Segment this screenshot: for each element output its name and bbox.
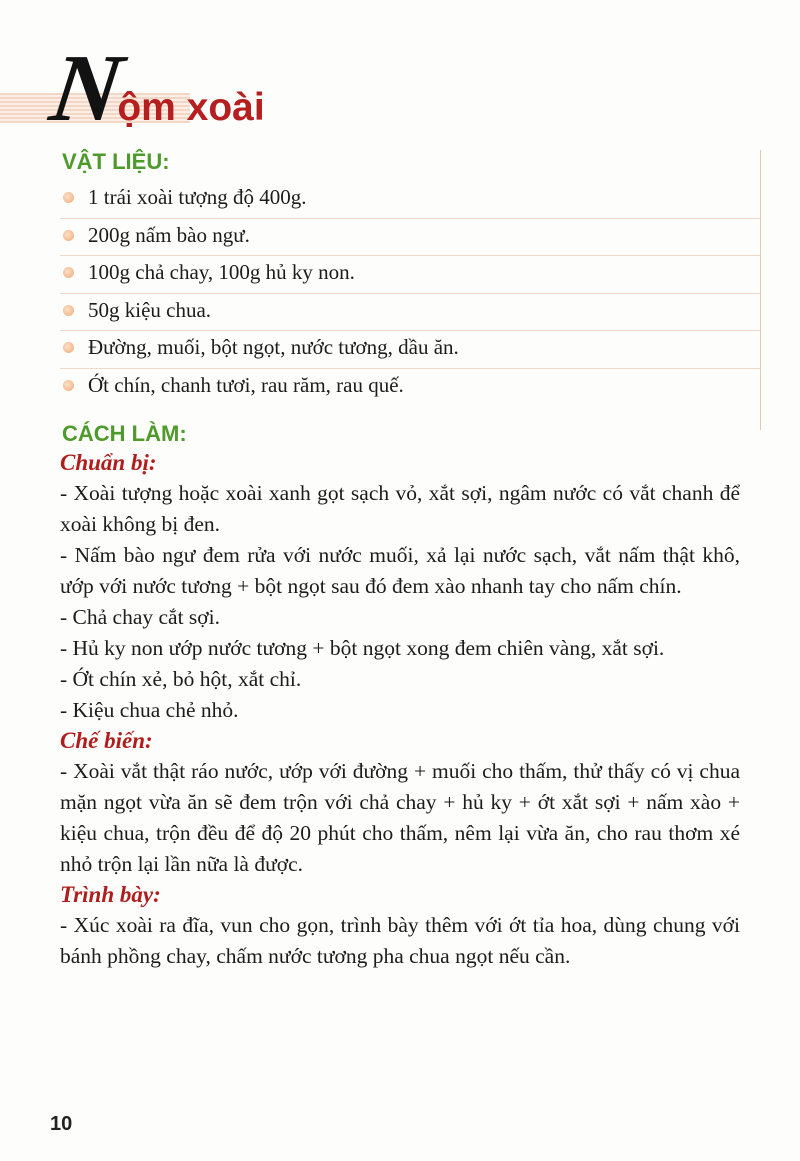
ingredient-text: 1 trái xoài tượng độ 400g. xyxy=(88,185,307,209)
ingredient-text: 100g chả chay, 100g hủ ky non. xyxy=(88,260,355,284)
ingredient-list xyxy=(0,181,760,405)
list-item xyxy=(60,331,760,369)
subhead-processing: Chế biến: xyxy=(60,728,153,753)
materials-heading: VẬT LIỆU: xyxy=(62,149,170,174)
bullet-icon xyxy=(63,380,74,391)
step-paragraph: - Hủ ky non ướp nước tương + bột ngọt xong đem chiên vàng, xắt sợi. xyxy=(60,636,665,660)
step-paragraph: - Chả chay cắt sợi. xyxy=(60,605,221,629)
bullet-icon xyxy=(63,305,74,316)
subhead-presentation: Trình bày: xyxy=(60,882,161,907)
bullet-icon xyxy=(63,267,74,278)
list-item xyxy=(60,369,760,406)
bullet-icon xyxy=(63,230,74,241)
method-content xyxy=(60,448,740,972)
ingredients-divider xyxy=(760,150,761,430)
ingredient-text: Ớt chín, chanh tươi, rau răm, rau quế. xyxy=(88,372,404,397)
bullet-icon xyxy=(63,192,74,203)
step-paragraph: - Kiệu chua chẻ nhỏ. xyxy=(60,698,239,722)
bullet-icon xyxy=(63,342,74,353)
title-rest: ộm xoài xyxy=(117,86,265,129)
title-initial: N xyxy=(44,34,129,141)
list-item xyxy=(60,294,760,332)
step-paragraph: - Xoài tượng hoặc xoài xanh gọt sạch vỏ, xắt sợi, ngâm nước có vắt chanh để xoài không bị đen. xyxy=(60,481,740,536)
list-item xyxy=(60,256,760,294)
list-item xyxy=(60,219,760,257)
list-item xyxy=(60,181,760,219)
step-paragraph: - Nấm bào ngư đem rửa với nước muối, xả lại nước sạch, vắt nấm thật khô, ướp với nước tương + bột ngọt sau đó đem xào nhanh tay cho nấm chín. xyxy=(60,543,740,598)
subhead-preparation: Chuẩn bị: xyxy=(60,450,157,475)
method-heading: CÁCH LÀM: xyxy=(62,421,187,446)
step-paragraph: - Ớt chín xẻ, bỏ hột, xắt chỉ. xyxy=(60,667,302,691)
ingredient-text: Đường, muối, bột ngọt, nước tương, dầu ăn. xyxy=(88,335,459,359)
step-paragraph: - Xoài vắt thật ráo nước, ướp với đường + muối cho thấm, thử thấy có vị chua mặn ngọt vừa ăn sẽ đem trộn với chả chay + hủ ky + ớt xắt sợi + nấm xào + kiệu chua, trộn đều để độ 20 phút cho thấm, nêm lại vừa ăn, cho rau thơm xé nhỏ trộn lại lần nữa là được. xyxy=(60,759,740,876)
page-number: 10 xyxy=(50,1113,73,1135)
recipe-title xyxy=(44,34,265,141)
ingredient-text: 200g nấm bào ngư. xyxy=(88,222,250,247)
step-paragraph: - Xúc xoài ra đĩa, vun cho gọn, trình bày thêm với ớt tỉa hoa, dùng chung với bánh phồng chay, chấm nước tương pha chua ngọt nếu cần. xyxy=(60,913,740,968)
ingredient-text: 50g kiệu chua. xyxy=(88,297,212,322)
